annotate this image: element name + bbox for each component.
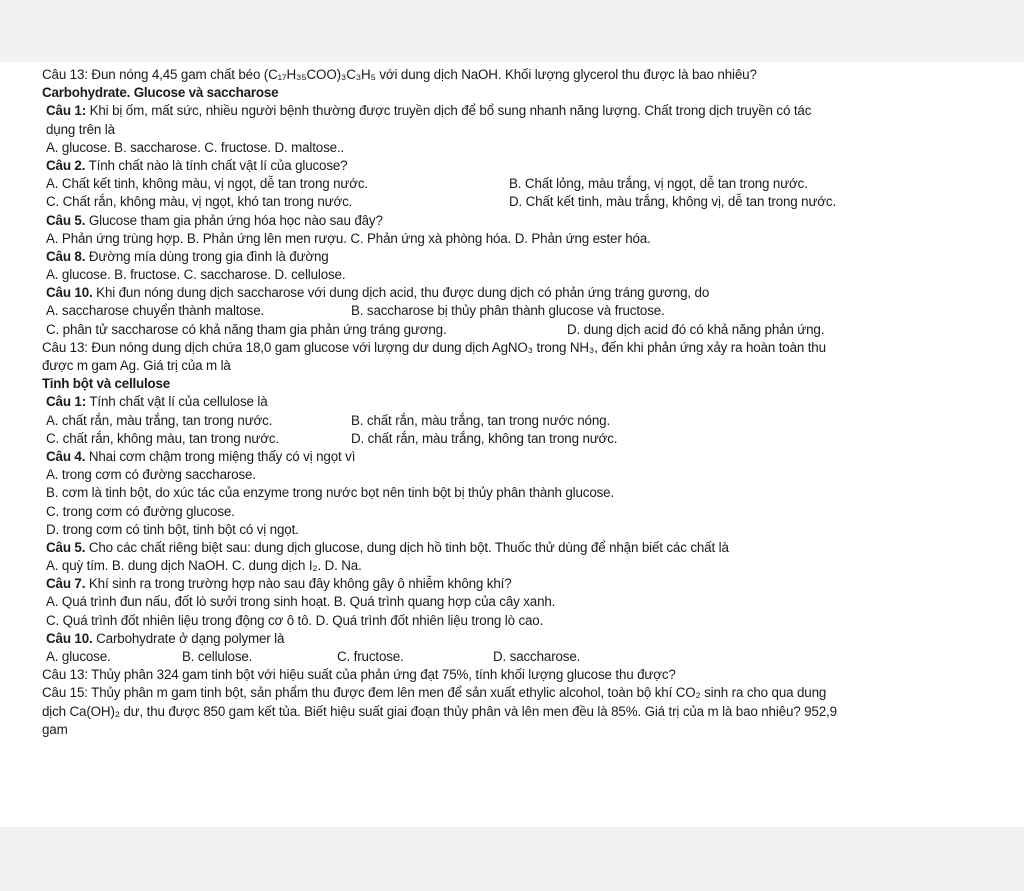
option-a: A. glucose. — [46, 649, 111, 664]
question-5b-stem — [42, 539, 1002, 557]
question-number: Câu 5. — [46, 539, 86, 555]
question-text: Nhai cơm chậm trong miệng thấy có vị ngọt vì — [85, 448, 356, 464]
question-text: Đường mía dùng trong gia đình là đường — [85, 248, 329, 264]
question-number: Câu 8. — [46, 248, 86, 264]
question-text: Khi bị ốm, mất sức, nhiều người bệnh thường được truyền dịch để bổ sung nhanh năng lượng. Chất trong dịch truyền có tác — [86, 103, 812, 119]
question-number: Câu 7. — [46, 576, 86, 592]
option-a: A. saccharose chuyển thành maltose. — [46, 303, 265, 319]
section-heading-starch: Tinh bột và cellulose — [42, 376, 170, 392]
question-13-silver: Câu 13: Đun nóng dung dịch chứa 18,0 gam glucose với lượng dư dung dịch AgNO₃ trong NH₃, đến khi phản ứng xảy ra hoàn toàn thu — [42, 339, 826, 355]
question-4-option-d: D. trong cơm có tinh bột, tinh bột có vị ngọt. — [46, 521, 299, 537]
question-5-stem — [42, 212, 1002, 230]
option-c: C. chất rắn, không màu, tan trong nước. — [46, 430, 279, 446]
question-2-stem — [42, 157, 1002, 175]
question-1-options-cd — [42, 430, 1002, 448]
option-d: D. Chất kết tinh, màu trắng, không vị, dễ tan trong nước. — [509, 194, 837, 210]
question-4-stem — [42, 448, 1002, 466]
question-7-stem — [42, 575, 1002, 593]
question-text: Tính chất nào là tính chất vật lí của glucose? — [85, 157, 348, 173]
option-b: B. cellulose. — [182, 649, 253, 664]
question-text: Tính chất vật lí của cellulose là — [86, 394, 268, 410]
question-4-option-c: C. trong cơm có đường glucose. — [46, 503, 235, 519]
question-15-starch-cont: dịch Ca(OH)₂ dư, thu được 850 gam kết tủa. Biết hiệu suất giai đoạn thủy phân và lên men đều là 85%. Giá trị của m là bao nhiêu? 952,9 — [42, 703, 837, 719]
option-b: B. Chất lỏng, màu trắng, vị ngọt, dễ tan trong nước. — [509, 176, 808, 192]
question-5b-options: A. quỳ tím. B. dung dịch NaOH. C. dung dịch I₂. D. Na. — [46, 558, 362, 574]
document-page — [0, 62, 1024, 827]
question-text: Khi đun nóng dung dịch saccharose với dung dịch acid, thu được dung dịch có phản ứng tráng gương, do — [92, 285, 710, 301]
question-7-options-ab: A. Quá trình đun nấu, đốt lò sưởi trong sinh hoạt. B. Quá trình quang hợp của cây xanh. — [46, 594, 556, 610]
question-glycerol: Câu 13: Đun nóng 4,45 gam chất béo (C₁₇H₃₅COO)₃C₃H₅ với dung dịch NaOH. Khối lượng glycerol thu được là bao nhiêu? — [42, 67, 757, 82]
option-b: B. saccharose bị thủy phân thành glucose và fructose. — [351, 303, 665, 319]
question-2-options-cd — [42, 193, 1002, 211]
option-c: C. fructose. — [337, 649, 404, 664]
option-a: A. chất rắn, màu trắng, tan trong nước. — [46, 412, 273, 428]
question-15-starch: Câu 15: Thủy phân m gam tinh bột, sản phẩm thu được đem lên men để sản xuất ethylic alcohol, toàn bộ khí CO₂ sinh ra cho qua dung — [42, 685, 827, 701]
question-8-stem — [42, 248, 1002, 266]
question-15-starch-answer: gam — [42, 721, 68, 737]
question-10b-stem — [42, 630, 1002, 648]
question-8-options: A. glucose. B. fructose. C. saccharose. D. cellulose. — [46, 267, 346, 283]
question-1-stem — [42, 102, 1002, 120]
question-number: Câu 10. — [46, 630, 93, 646]
section-heading-carbohydrate: Carbohydrate. Glucose và saccharose — [42, 85, 279, 101]
option-d: D. dung dịch acid đó có khả năng phản ứng. — [567, 321, 825, 337]
question-2-options-ab — [42, 175, 1002, 193]
option-b: B. chất rắn, màu trắng, tan trong nước nóng. — [351, 412, 611, 428]
document-text — [42, 66, 1002, 739]
question-number: Câu 1: — [46, 394, 87, 410]
question-number: Câu 2. — [46, 157, 86, 173]
question-10-options-ab — [42, 302, 1002, 320]
question-number: Câu 10. — [46, 285, 93, 301]
question-13-silver-cont: được m gam Ag. Giá trị của m là — [42, 358, 231, 373]
option-d: D. chất rắn, màu trắng, không tan trong nước. — [351, 430, 618, 446]
question-10-options-cd — [42, 321, 1002, 339]
question-text: Carbohydrate ở dạng polymer là — [92, 630, 285, 646]
question-4-option-b: B. cơm là tinh bột, do xúc tác của enzyme trong nước bọt nên tinh bột bị thủy phân thành glucose. — [46, 485, 615, 501]
question-number: Câu 4. — [46, 448, 86, 464]
question-10b-options — [42, 648, 1002, 666]
question-text: Glucose tham gia phản ứng hóa học nào sau đây? — [85, 212, 383, 228]
question-5-options: A. Phản ứng trùng hợp. B. Phản ứng lên men rượu. C. Phản ứng xà phòng hóa. D. Phản ứng ester hóa. — [46, 230, 651, 246]
option-d: D. saccharose. — [493, 649, 581, 664]
option-c: C. Chất rắn, không màu, vị ngọt, khó tan trong nước. — [46, 194, 353, 210]
question-4-option-a: A. trong cơm có đường saccharose. — [46, 467, 256, 483]
question-10-stem — [42, 284, 1002, 302]
question-text: Khí sinh ra trong trường hợp nào sau đây không gây ô nhiễm không khí? — [85, 576, 512, 592]
question-number: Câu 5. — [46, 212, 86, 228]
question-1-stem-cont: dụng trên là — [46, 121, 115, 137]
option-c: C. phân tử saccharose có khả năng tham gia phản ứng tráng gương. — [46, 321, 447, 337]
question-1-options-ab — [42, 412, 1002, 430]
question-7-options-cd: C. Quá trình đốt nhiên liệu trong động cơ ô tô. D. Quá trình đốt nhiên liệu trong lò cao. — [46, 612, 544, 628]
option-a: A. Chất kết tinh, không màu, vị ngọt, dễ tan trong nước. — [46, 176, 368, 192]
question-1-cellulose-stem — [42, 393, 1002, 411]
question-1-options: A. glucose. B. saccharose. C. fructose. D. maltose.. — [46, 139, 345, 155]
question-13-starch: Câu 13: Thủy phân 324 gam tinh bột với hiệu suất của phản ứng đạt 75%, tính khối lượng glucose thu được? — [42, 667, 676, 683]
question-text: Cho các chất riêng biệt sau: dung dịch glucose, dung dịch hồ tinh bột. Thuốc thử dùng để nhận biết các chất là — [85, 539, 729, 555]
question-number: Câu 1: — [46, 103, 87, 119]
